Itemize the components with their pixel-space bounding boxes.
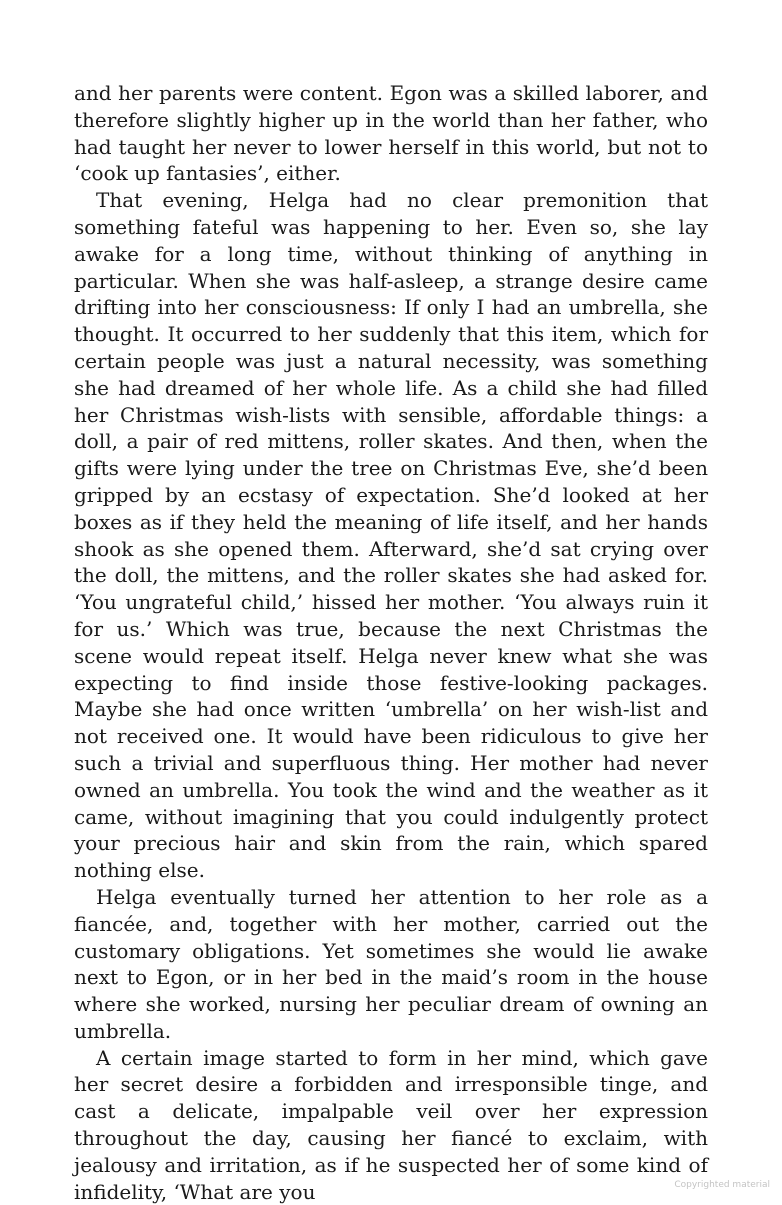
paragraph-helga-premonition: That evening, Helga had no clear premonition that something fateful was happening to her. Even so, she lay awake for a long time, without thinking of anything in particular. When she was half-asleep, a strange desire came drifting into her consciousness: If only I had an umbrella, she thought. It occurred to her suddenly that this item, which for certain people was just a natural necessity, was something she had dreamed of her whole life. As a child she had filled her Christmas wish-lists with sensible, affordable things: a doll, a pair of red mittens, roller skates. And then, when the gifts were lying under the tree on Christmas Eve, she’d been gripped by an ecstasy of expectation. She’d looked at her boxes as if they held the meaning of life itself, and her hands shook as she opened them. Afterward, she’d sat crying over the doll, the mittens, and the roller skates she had asked for. ‘You ungrateful child,’ hissed her mother. ‘You always ruin it for us.’ Which was true, because the next Christmas the scene would repeat itself. Helga never knew what she was expecting to find inside those festive-looking packages. Maybe she had once written ‘umbrella’ on her wish-list and not received one. It would have been ridiculous to give her such a trivial and superfluous thing. Her mother had never owned an umbrella. You took the wind and the weather as it came, without imagining that you could indulgently protect your precious hair and skin from the rain, which spared nothing else. xyxy=(74,188,708,883)
book-page-text xyxy=(74,80,708,1205)
paragraph-certain-image: A certain image started to form in her mind, which gave her secret desire a forbidden and irresponsible tinge, and cast a delicate, impalpable veil over her expression throughout the day, causing her fiancé to exclaim, with jealousy and irritation, as if he suspected her of some kind of infidelity, ‘What are you xyxy=(74,1045,708,1204)
paragraph-helga-fiancee: Helga eventually turned her attention to her role as a fiancée, and, together with her mother, carried out the customary obligations. Yet sometimes she would lie awake next to Egon, or in her bed in the maid’s room in the house where she worked, nursing her peculiar dream of owning an umbrella. xyxy=(74,884,708,1043)
copyright-watermark: Copyrighted material xyxy=(674,1180,770,1190)
paragraph-continuation: and her parents were content. Egon was a skilled laborer, and therefore slightly higher up in the world than her father, who had taught her never to lower herself in this world, but not to ‘cook up fantasies’, either. xyxy=(74,81,708,186)
